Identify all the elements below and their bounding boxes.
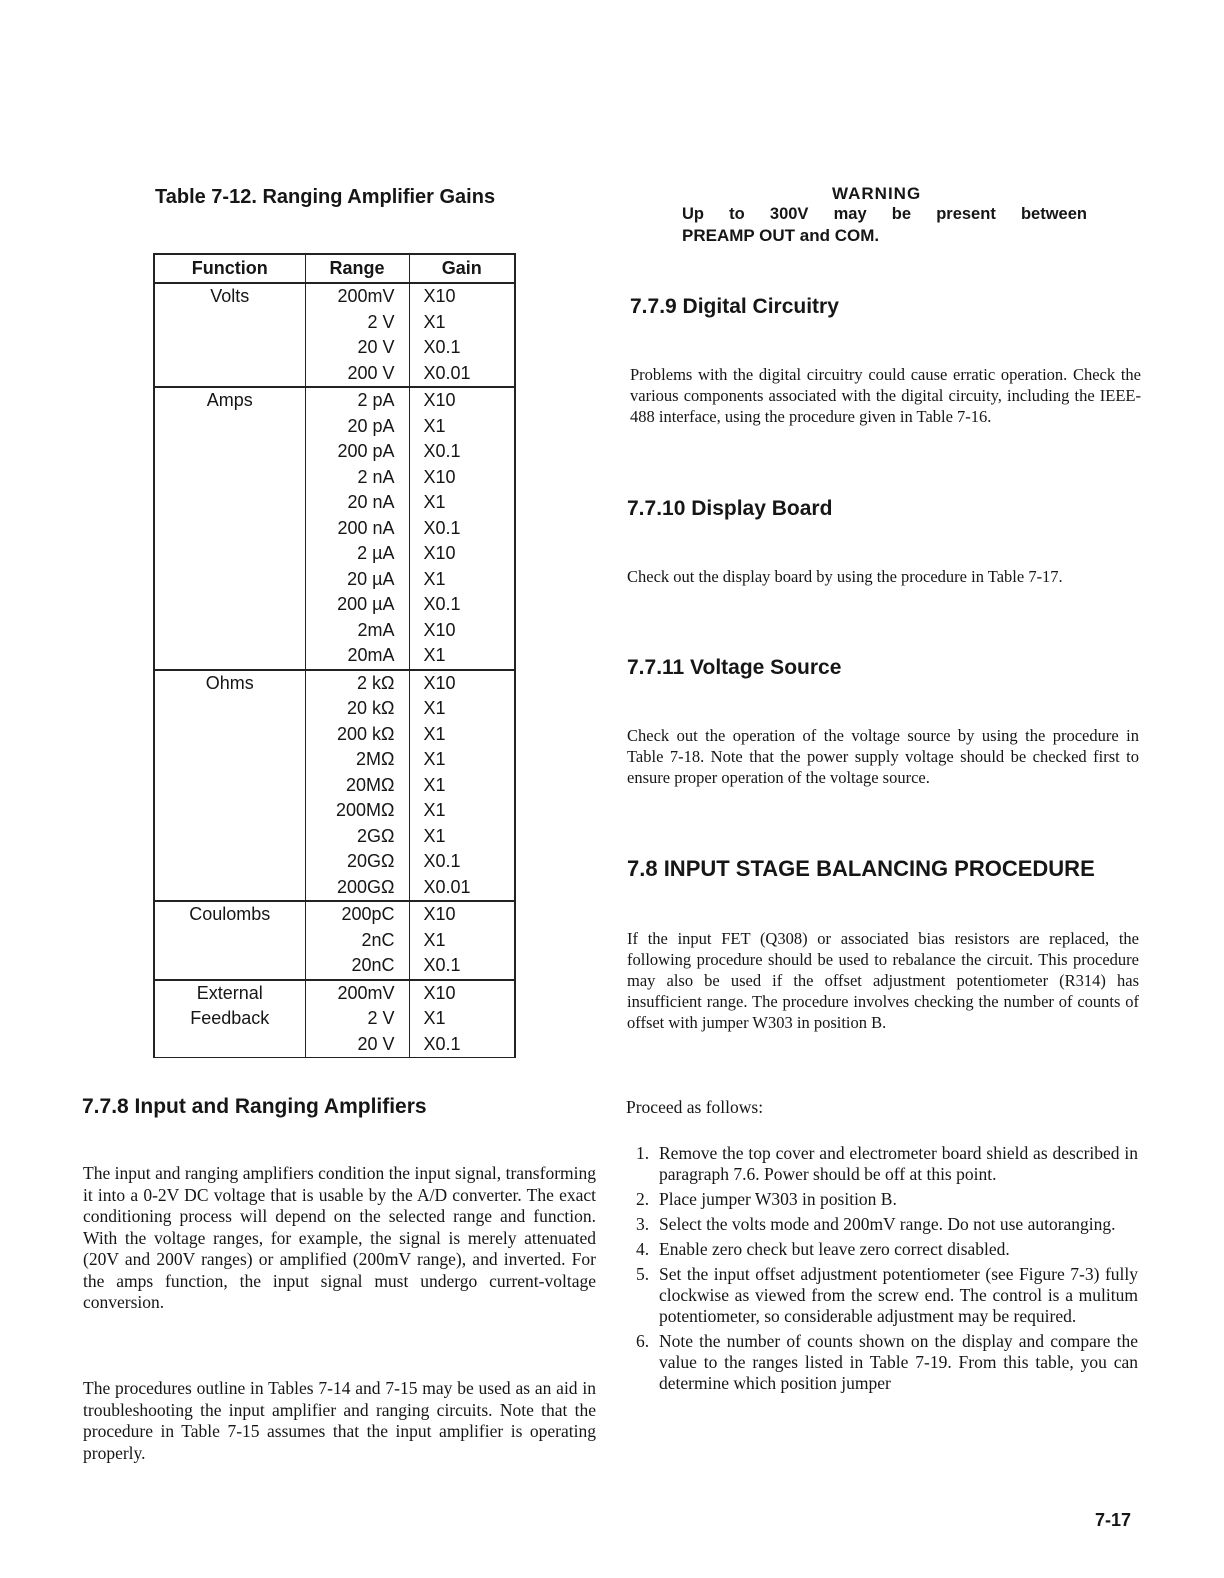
range-cell: 20 µA [305,567,409,593]
table-row [154,980,515,1007]
table-row [154,283,515,310]
step-text: Place jumper W303 in position B. [659,1189,897,1209]
table-body [154,283,515,1058]
function-cell [154,901,305,980]
table-title: Table 7-12. Ranging Amplifier Gains [155,186,496,208]
gain-cell: X0.1 [423,594,461,614]
procedure-step [626,1214,1138,1235]
paragraph-7-7-11: Check out the operation of the voltage source by using the procedure in Table 7-18. Note that the power supply voltage should be checked first to ensure proper operation of the voltage source. [627,726,1139,787]
function-label: Ohms [205,672,254,693]
gain-cell: X0.1 [423,851,461,871]
range-cell: 20GΩ [305,849,409,875]
range-cell: 20nC [305,953,409,980]
step-text: Set the input offset adjustment potentiometer (see Figure 7-3) fully clockwise as viewed from the screw end. The control is a mulitum potentiometer, so considerable adjustment may be required. [659,1264,1138,1326]
gain-cell: X0.1 [423,337,461,357]
range-cell: 2 µA [305,541,409,567]
warning-line-2: PREAMP OUT and COM. [682,226,880,245]
gain-cell: X0.1 [423,517,461,538]
paragraph-7-7-9: Problems with the digital circuitry could cause erratic operation. Check the various components associated with the digital circuity, including the IEEE-488 interface, using the procedure given in Table 7-16. [630,365,1141,426]
table-row [154,670,515,697]
gain-cell: X10 [423,543,456,563]
function-cell [154,387,305,670]
procedure-step [626,1331,1138,1394]
header-gain: Gain [409,254,515,283]
ranging-amplifier-gains-table [153,253,516,1058]
gain-cell: X0.1 [423,1033,461,1054]
function-label: Volts [210,286,250,306]
gain-cell: X0.01 [423,362,471,383]
procedure-step [626,1143,1138,1185]
gain-cell: X10 [423,466,456,487]
gain-cell: X0.1 [423,955,461,975]
step-number: 6. [636,1331,650,1351]
range-cell: 200 pA [305,439,409,465]
range-cell: 200MΩ [305,798,409,824]
range-cell: 200GΩ [305,875,409,902]
step-text: Note the number of counts shown on the display and compare the value to the ranges listed in Table 7-19. From this table, you can determine which position jumper [659,1331,1138,1393]
proceed-text: Proceed as follows: [626,1097,764,1117]
step-text: Select the volts mode and 200mV range. Do not use autoranging. [659,1214,1116,1234]
procedure-steps-list [626,1143,1138,1398]
range-cell: 20mA [305,643,409,670]
range-cell: 2 nA [305,465,409,491]
gain-cell: X1 [423,749,446,769]
step-number: 5. [636,1264,650,1284]
step-number: 4. [636,1239,650,1259]
header-range: Range [305,254,409,283]
function-cell [154,283,305,387]
paragraph-7-8: If the input FET (Q308) or associated bias resistors are replaced, the following procedure should be used to rebalance the circuit. This procedure may also be used if the offset adjustment potentiometer (R314) has insufficient range. The procedure involves checking the number of counts of offset with jumper W303 in position B. [627,929,1139,1032]
range-cell: 2 V [305,1006,409,1032]
gain-cell: X1 [423,415,446,436]
page-number: 7-17 [1095,1510,1132,1530]
gain-cell: X1 [423,1008,446,1028]
table-row [154,901,515,928]
warning-title: WARNING [832,184,922,203]
range-cell: 200 µA [305,592,409,618]
warning-line-1: Up to 300V may be present between [682,205,1087,223]
range-cell: 2 pA [305,387,409,414]
range-cell: 20 nA [305,490,409,516]
step-text: Remove the top cover and electrometer board shield as described in paragraph 7.6. Power should be off at this point. [659,1143,1138,1184]
header-function: Function [154,254,305,283]
heading-7-7-9: 7.7.9 Digital Circuitry [630,295,839,318]
procedure-step [626,1239,1138,1260]
heading-7-7-10: 7.7.10 Display Board [627,497,833,520]
gain-cell: X1 [423,645,446,665]
gain-cell: X10 [409,901,515,928]
function-label: External [196,982,263,1003]
gain-cell: X0.1 [423,441,461,461]
gain-cell: X10 [423,619,456,640]
paragraph-7-7-10: Check out the display board by using the procedure in Table 7-17. [627,567,1063,586]
range-cell: 20MΩ [305,773,409,799]
range-cell: 2nC [305,928,409,954]
heading-7-8: 7.8 INPUT STAGE BALANCING PROCEDURE [627,856,1095,881]
gain-cell: X1 [423,698,446,718]
function-cell [154,980,305,1058]
table-row [154,387,515,414]
range-cell: 2 kΩ [305,670,409,697]
gain-cell: X10 [409,670,515,697]
gain-cell: X10 [423,286,456,306]
paragraph-7-7-8-a: The input and ranging amplifiers condition the input signal, transforming it into a 0-2V DC voltage that is usable by the A/D converter. The exact conditioning process will depend on the selected range and function. With the voltage ranges, for example, the signal is merely attenuated (20V and 200V ranges) or amplified (200mV range), and inverted. For the amps function, the input signal must undergo current-voltage conversion. [83,1163,596,1312]
step-number: 3. [636,1214,650,1234]
gain-cell: X1 [423,774,446,795]
range-cell: 200pC [305,901,409,928]
procedure-step [626,1264,1138,1327]
heading-7-7-11: 7.7.11 Voltage Source [627,656,842,679]
range-cell: 20 V [305,335,409,361]
range-cell: 2 V [305,310,409,336]
gain-cell: X1 [423,825,446,846]
range-cell: 200 kΩ [305,722,409,748]
step-number: 1. [636,1143,650,1163]
range-cell: 200 V [305,361,409,388]
range-cell: 2GΩ [305,824,409,850]
procedure-step [626,1189,1138,1210]
gain-cell: X1 [423,311,446,332]
gain-cell: X1 [423,568,446,589]
function-cell [154,670,305,902]
gain-cell: X10 [409,980,515,1007]
gain-cell: X1 [423,800,446,820]
range-cell: 2MΩ [305,747,409,773]
gain-cell: X1 [423,723,446,744]
function-label: Coulombs [189,904,271,924]
heading-7-7-8: 7.7.8 Input and Ranging Amplifiers [82,1095,427,1118]
range-cell: 20 pA [305,414,409,440]
range-cell: 200mV [305,980,409,1007]
paragraph-7-7-8-b: The procedures outline in Tables 7-14 and 7-15 may be used as an aid in troubleshooting the input amplifier and ranging circuits. Note that the procedure in Table 7-15 assumes that the input amplifier is operating properly. [83,1378,596,1463]
range-cell: 200 nA [305,516,409,542]
gain-cell: X0.01 [423,876,471,897]
range-cell: 20 V [305,1032,409,1058]
gain-cell: X1 [423,929,446,950]
step-text: Enable zero check but leave zero correct disabled. [659,1239,1010,1259]
range-cell: 200mV [305,283,409,310]
gain-cell: X1 [423,492,446,512]
function-label: Amps [206,390,253,410]
range-cell: 2mA [305,618,409,644]
step-number: 2. [636,1189,650,1209]
range-cell: 20 kΩ [305,696,409,722]
function-label: Feedback [190,1008,270,1028]
gain-cell: X10 [409,387,515,414]
table-header-row [154,254,515,283]
